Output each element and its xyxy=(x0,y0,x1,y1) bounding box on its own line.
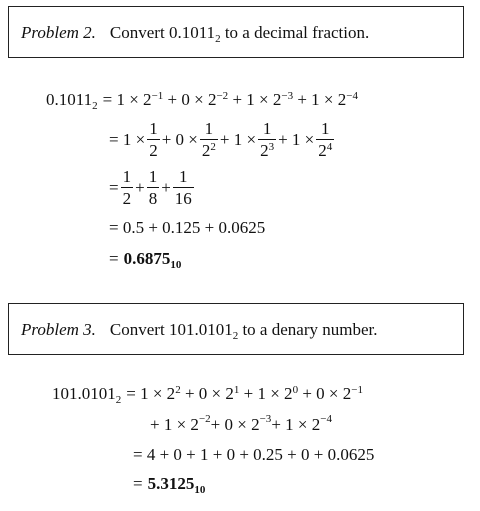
sol3-result: = $5.3125_{10}$ xyxy=(133,474,206,496)
fraction: $\frac{1}{2^3}$ xyxy=(260,119,275,160)
fraction: $\frac{1}{8}$ xyxy=(148,167,158,208)
sol2-result: = $0.6875_{10}$ xyxy=(109,249,182,271)
sol3-lhs: $101.0101_2$ xyxy=(52,384,122,406)
sol3-expansion: = $1 \times 2^2 + 0 \times 2^1 + 1 \times 2^0 + 0 \times 2^{-1}$ xyxy=(126,384,363,403)
sol3-line-3: = 4 + 0 + 1 + 0 + 0.25 + 0 + 0.0625 xyxy=(133,445,375,464)
fraction: $\frac{1}{2}$ xyxy=(122,167,132,208)
fraction: $\frac{1}{2^2}$ xyxy=(201,119,216,160)
sol2-line-1 xyxy=(46,90,358,110)
problem-3-box xyxy=(8,303,464,355)
problem-2-label: Problem 2. xyxy=(21,23,96,42)
fraction: $\frac{1}{2}$ xyxy=(149,119,158,160)
problem-3-text: Convert $101.0101_2$ to a denary number. xyxy=(109,320,378,342)
fraction: $\frac{1}{2^4}$ xyxy=(318,119,333,160)
sol2-line-4: = 0.5 + 0.125 + 0.0625 xyxy=(109,218,266,237)
problem-3-label: Problem 3. xyxy=(21,320,96,339)
sol2-line-3: = $\frac{1}{2}$ + $\frac{1}{8}$ + $\frac{1}{16}$ xyxy=(109,167,192,208)
sol2-lhs: $0.1011_2$ xyxy=(46,90,98,112)
sol2-expansion: = $1 \times 2^{-1} + 0 \times 2^{-2} + 1 \times 2^{-3} + 1 \times 2^{-4}$ xyxy=(102,90,358,109)
problem-2-text: Convert $0.1011_2$ to a decimal fraction. xyxy=(109,23,370,45)
problem-2-box xyxy=(8,6,464,58)
fraction: $\frac{1}{16}$ xyxy=(174,167,192,208)
sol3-line-2: + 1 × 2 $^{-2}$ + 0 × 2 $^{-3}$ + 1 × 2 $^{-4}$ xyxy=(150,413,332,434)
sol3-line-1 xyxy=(52,384,363,404)
sol2-line-2: = 1 × $\frac{1}{2}$ + 0 × $\frac{1}{2^2}$ + 1 × $\frac{1}{2^3}$ + 1 × $\frac{1}{2^4}$ xyxy=(109,119,333,160)
